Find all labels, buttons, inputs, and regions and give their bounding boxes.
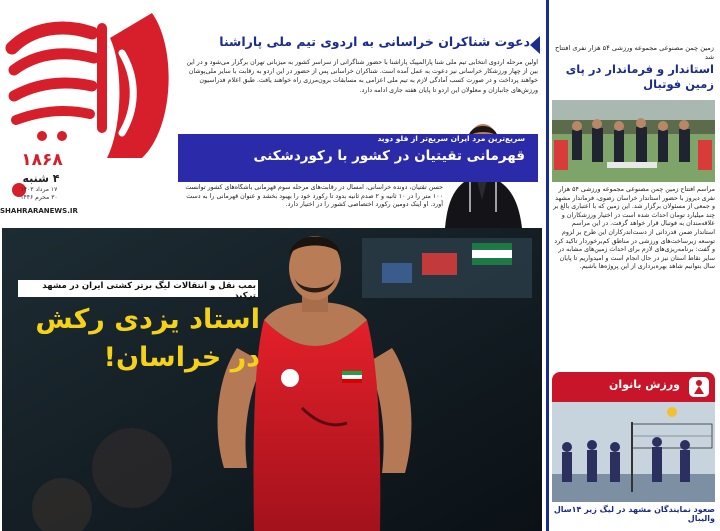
main-subhead: بمب نقل و انتقالات لیگ برتر کشتی ایران در مشهد ترکید <box>42 281 256 301</box>
site-url[interactable]: SHAHRARANEWS.IR <box>0 207 78 215</box>
right-story-subhead: زمین چمن مصنوعی مجموعه ورزشی ۵۴ هزار نفری افتتاح شد <box>555 44 714 61</box>
issue-date-lunar: ۳۰ محرم ۱۴۴۶ <box>20 194 58 201</box>
football-ceremony-photo <box>552 100 715 182</box>
women-sports-title[interactable]: ورزش بانوان <box>609 378 680 391</box>
main-headline-line2[interactable]: در خراسان! <box>103 342 260 373</box>
column-divider <box>546 0 549 531</box>
issue-date-solar: ۱۷ مرداد ۱۴۰۳ <box>20 186 58 193</box>
right-story-headline[interactable]: استاندار و فرماندار در پای زمین فوتبال <box>565 62 714 91</box>
top-story-body: اولین مرحله اردوی انتخابی تیم ملی شنا پارالمپیک پاراشنا با حضور شناگرانی از سراسر کشور به میزبانی تهران برگزار می‌شود و در این بین از چهار ورزشکار خراسانی نیز دعوت به عمل آمده است. شناکران خراسانی پس از حضور در این اردو به رقابت با سایر ملی‌پوشان خواهند پرداخت و در صورت کسب آمادگی لازم به تیم ملی اعزامی به مسابقات برون‌مرزی راه خواهند یافت. طبق اعلام فدراسیون ورزش‌های جانبازان و معلولان این اردو تا پایان هفته جاری ادامه دارد. <box>186 59 538 94</box>
band-kicker: سریع‌ترین مرد ایران سریع‌تر از فلو دوید <box>377 134 525 143</box>
wrestler-photo <box>2 228 542 531</box>
right-story-body: مراسم افتتاح زمین چمن مصنوعی مجموعه ورزشی ۵۴ هزار نفری دیروز با حضور استاندار خراسان رضوی، فرماندار مشهد و جمعی از مسئولان برگزار شد. این زمین که با اعتباری بالغ بر چند میلیارد تومان احداث شده است در اختیار ورزشکاران و علاقه‌مندان به فوتبال قرار خواهد گرفت. در این مراسم استاندار ضمن قدردانی از دست‌اندرکاران این طرح بر لزوم توسعه زیرساخت‌های ورزشی در مناطق کم‌برخوردار تاکید کرد و گفت: برنامه‌ریزی‌های لازم برای احداث زمین‌های مشابه در سایر نقاط استان نیز در حال انجام است و امیدواریم تا پایان سال بتوانیم شاهد بهره‌برداری از این پروژه‌ها باشیم. <box>553 186 715 271</box>
top-story-headline[interactable]: دعوت شناکران خراسانی به اردوی تیم ملی پاراشنا <box>219 34 530 49</box>
volleyball-photo <box>552 402 715 502</box>
band-headline[interactable]: قهرمانی تقیتیان در کشور با رکوردشکنی <box>253 148 525 164</box>
issue-day: ۴ شنبه <box>22 172 60 185</box>
main-headline-line1[interactable]: استاد یزدی رکش <box>35 304 260 335</box>
women-sports-caption[interactable]: صعود نمایندگان مشهد در لیگ زیر ۱۴سال والیبال <box>553 505 715 523</box>
band-story-body: حسن تقتیان، دونده خراسانی، امسال در رقابت‌های مرحله سوم قهرمانی باشگاه‌های کشور توانست ۱۰۰ متر را در ۱۰ ثانیه و ۲ صدم ثانیه بدود تا رکورد خود را بهبود بخشد و عنوان قهرمانی را به دست آورد. او اینک دومین رکورد اختصاصی کشور را در اختیار دارد. <box>185 184 443 209</box>
masthead-logo <box>2 8 174 158</box>
masthead-year: ۱۸۶۸ <box>21 150 63 170</box>
headline-arrow-icon <box>530 36 540 54</box>
women-sports-icon <box>689 377 709 397</box>
